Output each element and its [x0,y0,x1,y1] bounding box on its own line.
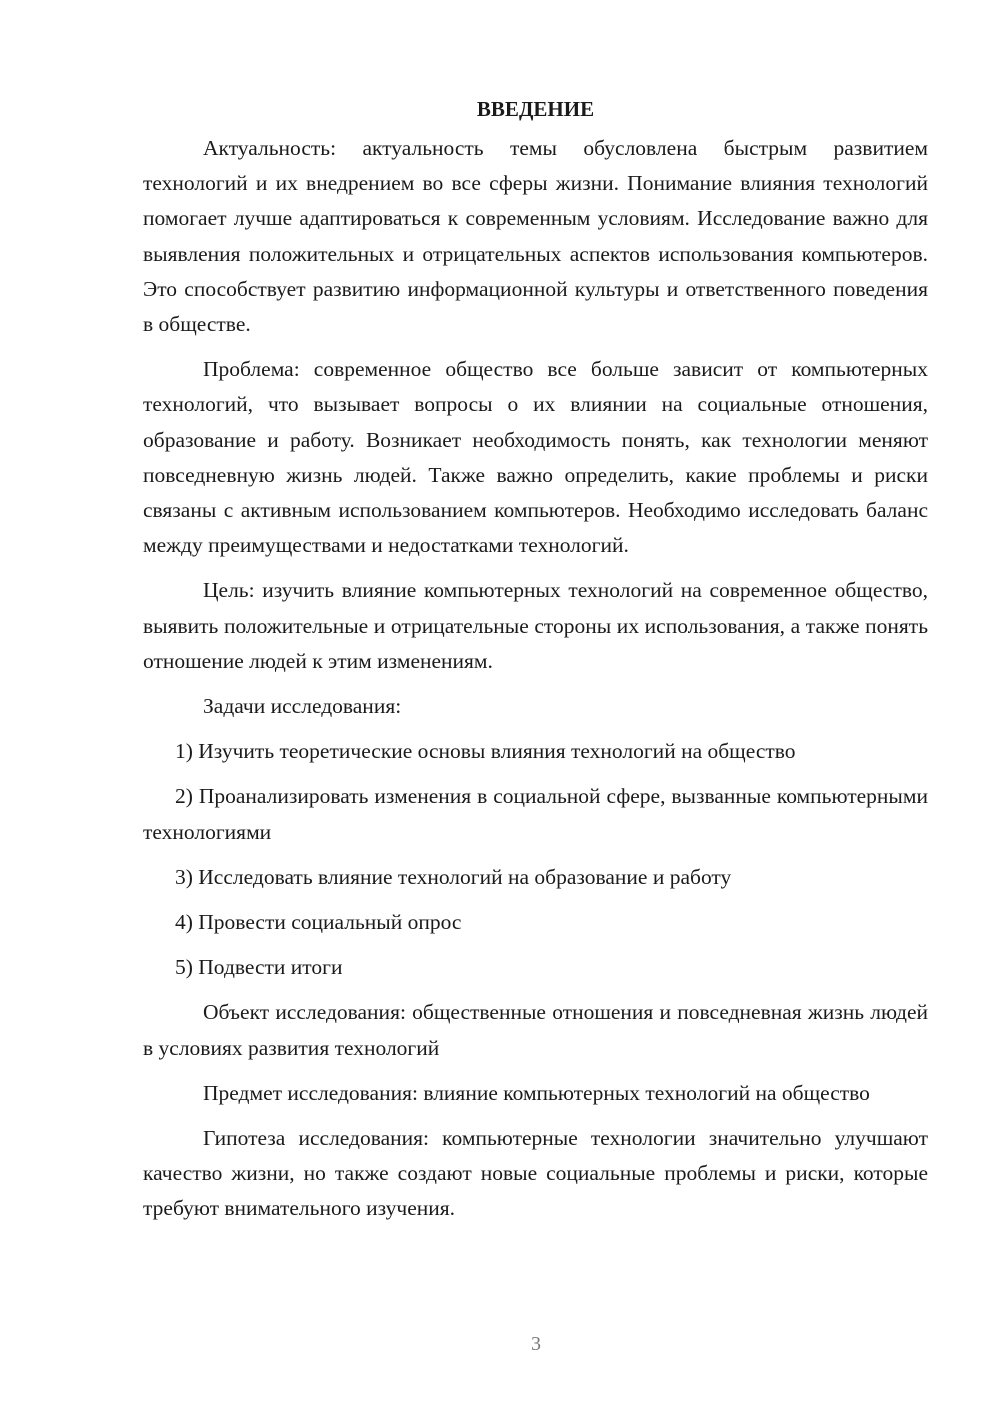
paragraph-relevance: Актуальность: актуальность темы обусловлена быстрым развитием технологий и их внедрением во все сферы жизни. Понимание влияния технологий помогает лучше адаптироваться к современным условиям. Исследование важно для выявления положительных и отрицательных аспектов использования компьютеров. Это способствует развитию информационной культуры и ответственного поведения в обществе. [143,136,928,337]
task-item-4: 4) Провести социальный опрос [175,910,462,935]
task-item-3: 3) Исследовать влияние технологий на образование и работу [175,864,732,889]
task-item-1: 1) Изучить теоретические основы влияния технологий на общество [175,739,796,764]
task-item-5: 5) Подвести итоги [175,955,343,980]
page-number: 3 [531,1333,541,1355]
paragraph-hypothesis: Гипотеза исследования: компьютерные технологии значительно улучшают качество жизни, но также создают новые социальные проблемы и риски, которые требуют внимательного изучения. [143,1126,928,1221]
paragraph-goal: Цель: изучить влияние компьютерных технологий на современное общество, выявить положительные и отрицательные стороны их использования, а также понять отношение людей к этим изменениям. [143,578,928,673]
document-page [143,92,928,1237]
task-item-2: 2) Проанализировать изменения в социальной сфере, вызванные компьютерными технологиями [143,784,928,844]
paragraph-object: Объект исследования: общественные отношения и повседневная жизнь людей в условиях развития технологий [143,1000,928,1060]
section-heading: ВВЕДЕНИЕ [476,97,595,121]
tasks-title: Задачи исследования: [203,694,402,719]
paragraph-subject: Предмет исследования: влияние компьютерных технологий на общество [203,1080,870,1105]
paragraph-problem: Проблема: современное общество все больше зависит от компьютерных технологий, что вызывает вопросы о их влиянии на социальные отношения, образование и работу. Возникает необходимость понять, как технологии меняют повседневную жизнь людей. Также важно определить, какие проблемы и риски связаны с активным использованием компьютеров. Необходимо исследовать баланс между преимуществами и недостатками технологий. [143,357,928,558]
